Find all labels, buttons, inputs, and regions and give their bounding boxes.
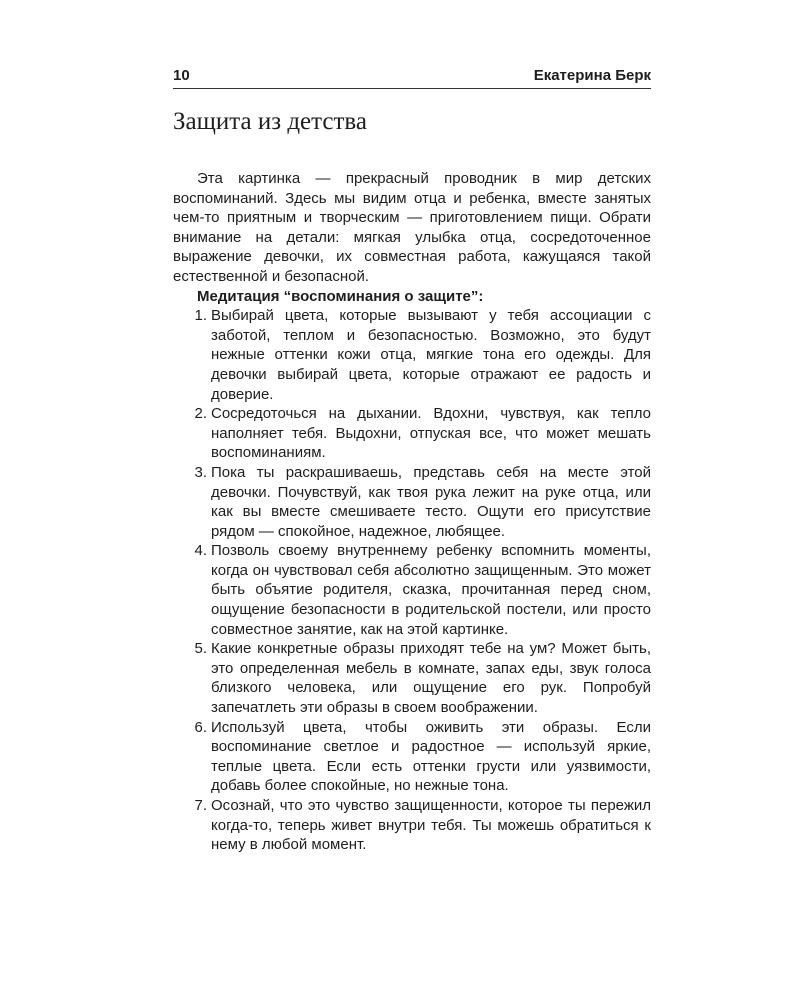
meditation-heading: Медитация “воспоминания о защите”: <box>197 287 484 305</box>
meditation-steps <box>173 306 651 855</box>
step-text: Осознай, что это чувство защищенности, которое ты пережил когда-то, теперь живет внутри тебя. Ты можешь обратиться к нему в любой момент. <box>211 797 651 854</box>
step-text: Какие конкретные образы приходят тебе на ум? Может быть, это определенная мебель в комнате, запах еды, звук голоса близкого человека, или ощущение его рук. Попробуй запечатлеть эти образы в своем воображении. <box>211 640 651 717</box>
step-text: Используй цвета, чтобы оживить эти образы. Если воспоминание светлое и радостное — используй яркие, теплые цвета. Если есть оттенки грусти или уязвимости, добавь более спокойные, но нежные тона. <box>211 718 651 795</box>
page-number: 10 <box>173 67 190 84</box>
step-number: 7. <box>194 797 207 814</box>
step-number: 4. <box>194 542 207 560</box>
list-item <box>173 796 651 855</box>
list-item <box>173 718 651 796</box>
chapter-body <box>173 169 651 855</box>
list-item <box>173 463 651 541</box>
list-item <box>173 541 651 639</box>
step-text: Сосредоточься на дыхании. Вдохни, чувствуя, как тепло наполняет тебя. Выдохни, отпуская все, что может мешать воспоминаниям. <box>211 405 651 462</box>
list-item <box>173 404 651 463</box>
step-number: 3. <box>194 463 207 481</box>
list-item <box>173 306 651 404</box>
author-name: Екатерина Берк <box>533 67 651 84</box>
step-number: 1. <box>194 307 207 325</box>
intro-paragraph: Эта картинка — прекрасный проводник в мир детских воспоминаний. Здесь мы видим отца и ребенка, вместе занятых чем-то приятным и творческим — приготовлением пищи. Обрати внимание на детали: мягкая улыбка отца, сосредоточенное выражение девочки, их совместная работа, кажущаяся такой естественной и безопасной. <box>173 170 651 285</box>
step-text: Пока ты раскрашиваешь, представь себя на месте этой девочки. Почувствуй, как твоя рука лежит на руке отца, или как вы вместе смешиваете тесто. Ощути его присутствие рядом — спокойное, надежное, любящее. <box>211 463 651 540</box>
step-number: 6. <box>194 718 207 736</box>
step-text: Выбирай цвета, которые вызывают у тебя ассоциации с заботой, теплом и безопасностью. Возможно, это будут нежные оттенки кожи отца, мягкие тона его одежды. Для девочки выбирай цвета, которые отражают ее радость и доверие. <box>211 307 651 403</box>
book-page <box>173 60 651 855</box>
chapter-title: Защита из детства <box>173 108 367 135</box>
step-text: Позволь своему внутреннему ребенку вспомнить моменты, когда он чувствовал себя абсолютно защищенным. Это может быть объятие родителя, сказка, прочитанная перед сном, ощущение безопасности в родительской постели, или просто совместное занятие, как на этой картинке. <box>211 542 651 638</box>
step-number: 2. <box>194 405 207 423</box>
step-number: 5. <box>194 640 207 658</box>
running-header <box>173 60 651 89</box>
list-item <box>173 639 651 717</box>
